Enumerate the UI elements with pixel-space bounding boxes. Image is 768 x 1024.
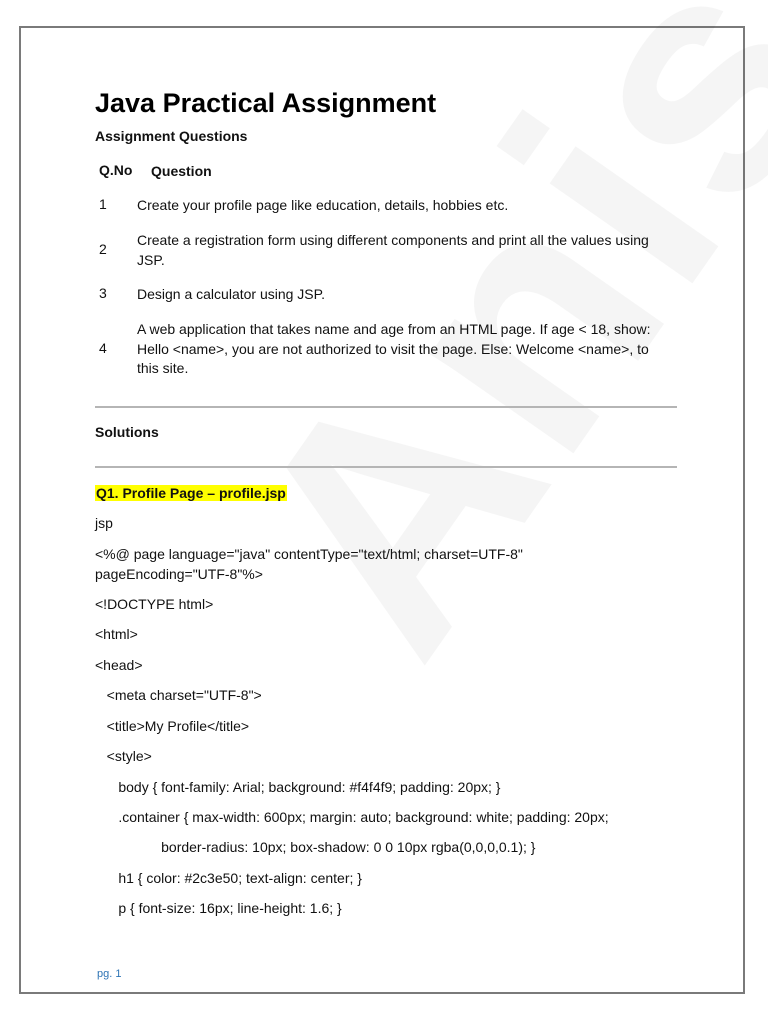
code-line: <meta charset="UTF-8"> bbox=[95, 687, 262, 703]
code-line: <head> bbox=[95, 657, 143, 673]
row-number: 3 bbox=[99, 285, 107, 301]
row-question: Create your profile page like education, details, hobbies etc. bbox=[137, 197, 509, 213]
code-line: h1 { color: #2c3e50; text-align: center; } bbox=[95, 870, 362, 886]
code-line: p { font-size: 16px; line-height: 1.6; } bbox=[95, 900, 342, 916]
assignment-questions-heading: Assignment Questions bbox=[95, 128, 248, 144]
divider bbox=[95, 466, 677, 468]
row-question: Design a calculator using JSP. bbox=[137, 286, 326, 302]
page-number: pg. 1 bbox=[97, 968, 122, 980]
row-number: 1 bbox=[99, 196, 107, 212]
code-line: <!DOCTYPE html> bbox=[95, 596, 214, 612]
document-title: Java Practical Assignment bbox=[95, 88, 437, 118]
q1-heading-text: Q1. Profile Page – profile.jsp bbox=[96, 485, 286, 501]
row-number: 2 bbox=[99, 241, 107, 257]
solutions-heading: Solutions bbox=[95, 424, 159, 440]
code-line: jsp bbox=[95, 515, 113, 531]
code-line: border-radius: 10px; box-shadow: 0 0 10px rgba(0,0,0,0.1); } bbox=[95, 839, 536, 855]
header-qno: Q.No bbox=[99, 162, 133, 178]
header-question: Question bbox=[151, 163, 212, 179]
code-line: .container { max-width: 600px; margin: auto; background: white; padding: 20px; bbox=[95, 809, 609, 825]
code-line: <style> bbox=[95, 748, 152, 764]
code-line: <html> bbox=[95, 626, 138, 642]
code-line: body { font-family: Arial; background: #f4f4f9; padding: 20px; } bbox=[95, 779, 501, 795]
row-question: A web application that takes name and age from an HTML page. If age < 18, show: Hello <name>, you are not authorized to visit the page. Else: Welcome <name>, to this site. bbox=[137, 321, 651, 376]
code-line: <title>My Profile</title> bbox=[95, 718, 250, 734]
code-line: <%@ page language="java" contentType="text/html; charset=UTF-8" pageEncoding="UTF-8"%> bbox=[95, 546, 523, 582]
row-question: Create a registration form using different components and print all the values using JSP. bbox=[137, 232, 649, 268]
document-page bbox=[19, 26, 745, 994]
q1-heading bbox=[95, 485, 287, 501]
row-number: 4 bbox=[99, 340, 107, 356]
divider bbox=[95, 406, 677, 408]
